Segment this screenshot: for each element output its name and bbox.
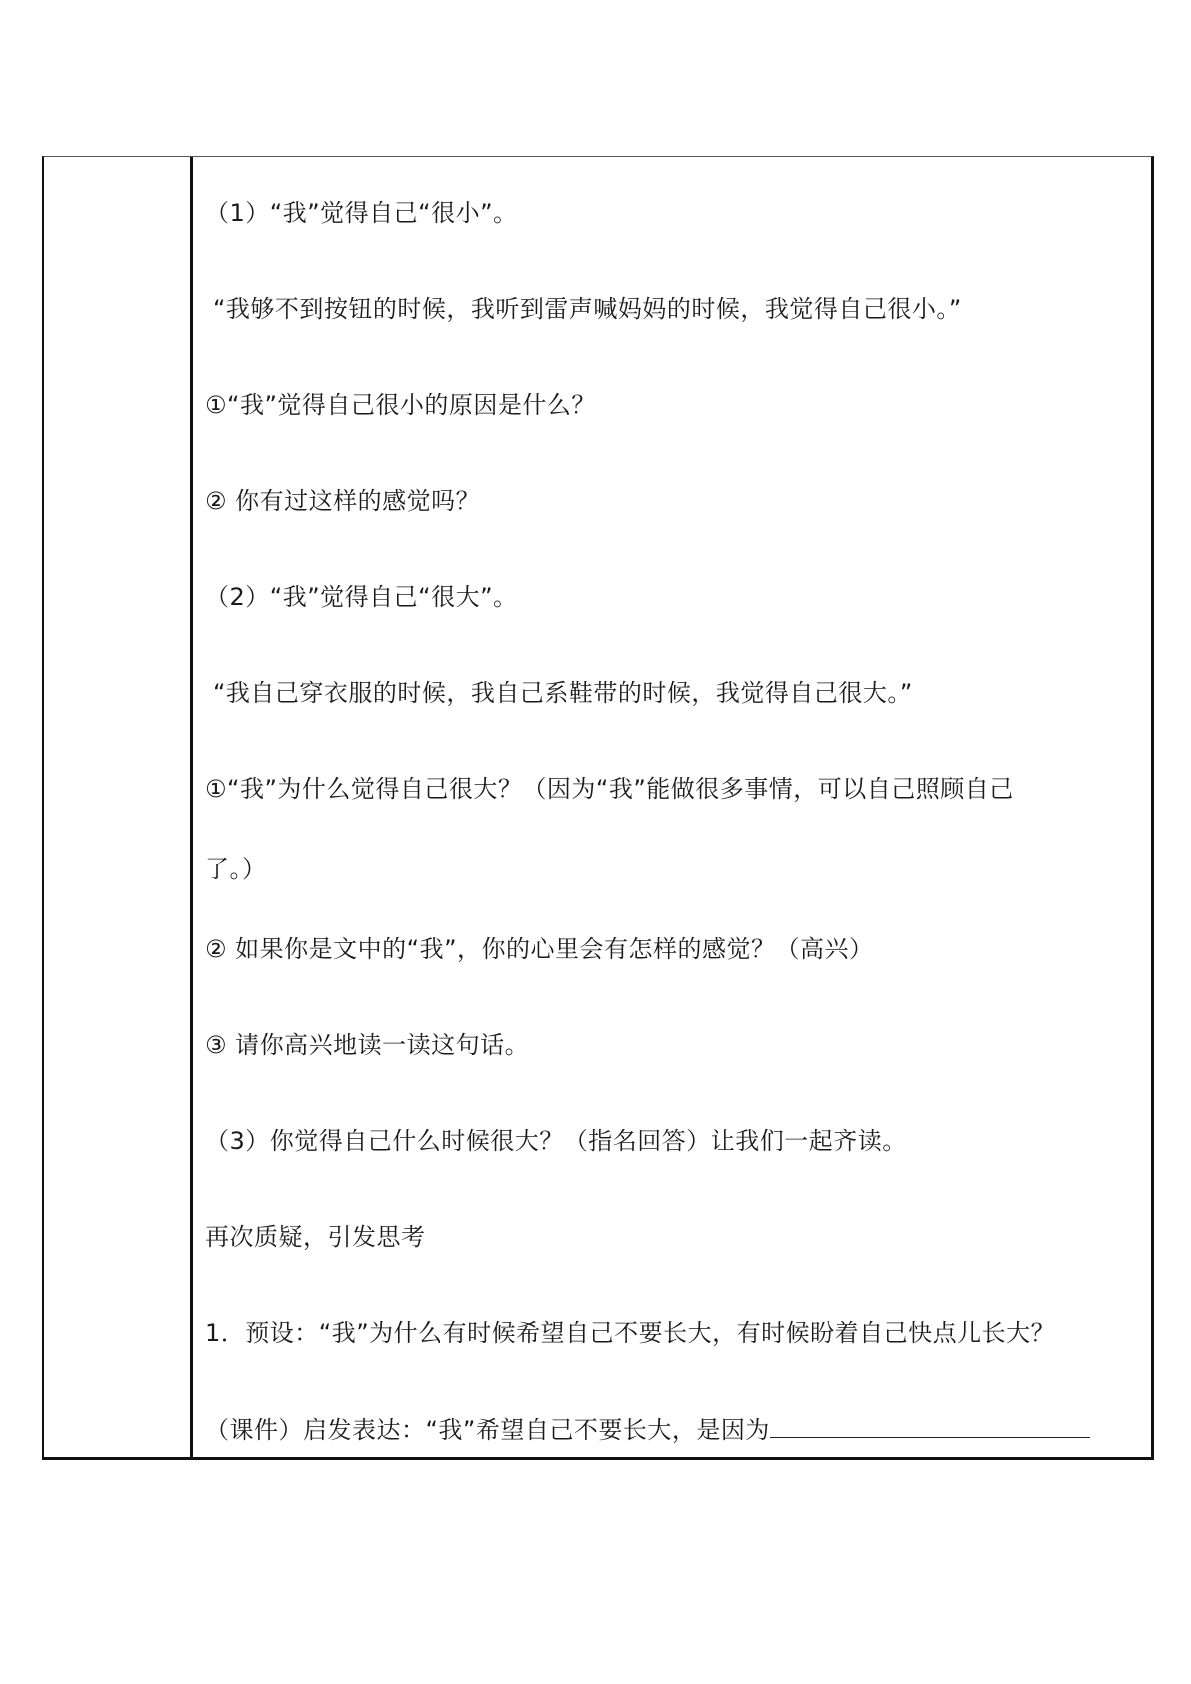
content-column-cell — [193, 157, 1151, 1457]
answer-blank — [770, 1413, 1090, 1438]
text-line: （1）“我”觉得自己“很小”。 — [205, 199, 518, 227]
text-line: ①“我”觉得自己很小的原因是什么？ — [205, 391, 596, 419]
text-line: ③ 请你高兴地读一读这句话。 — [205, 1031, 530, 1059]
text-line: 1．预设：“我”为什么有时候希望自己不要长大，有时候盼着自己快点儿长大？ — [205, 1319, 1056, 1347]
lesson-plan-table — [42, 156, 1154, 1460]
text-line: “我自己穿衣服的时候，我自己系鞋带的时候，我觉得自己很大。” — [213, 679, 913, 707]
text-line: ①“我”为什么觉得自己很大？（因为“我”能做很多事情，可以自己照顾自己 — [205, 775, 1014, 803]
text-line: （3）你觉得自己什么时候很大？（指名回答）让我们一起齐读。 — [205, 1127, 907, 1155]
text-line: （2）“我”觉得自己“很大”。 — [205, 583, 518, 611]
text-line-with-blank — [205, 1413, 1090, 1446]
text-line: （课件）启发表达：“我”希望自己不要长大，是因为 — [205, 1416, 770, 1444]
text-line: 了。） — [205, 855, 267, 883]
text-line: ② 如果你是文中的“我”，你的心里会有怎样的感觉？（高兴） — [205, 935, 874, 963]
text-line: 再次质疑，引发思考 — [205, 1223, 426, 1251]
text-line: ② 你有过这样的感觉吗？ — [205, 487, 481, 515]
text-line: “我够不到按钮的时候，我听到雷声喊妈妈的时候，我觉得自己很小。” — [213, 295, 962, 323]
left-column-cell — [44, 157, 193, 1457]
